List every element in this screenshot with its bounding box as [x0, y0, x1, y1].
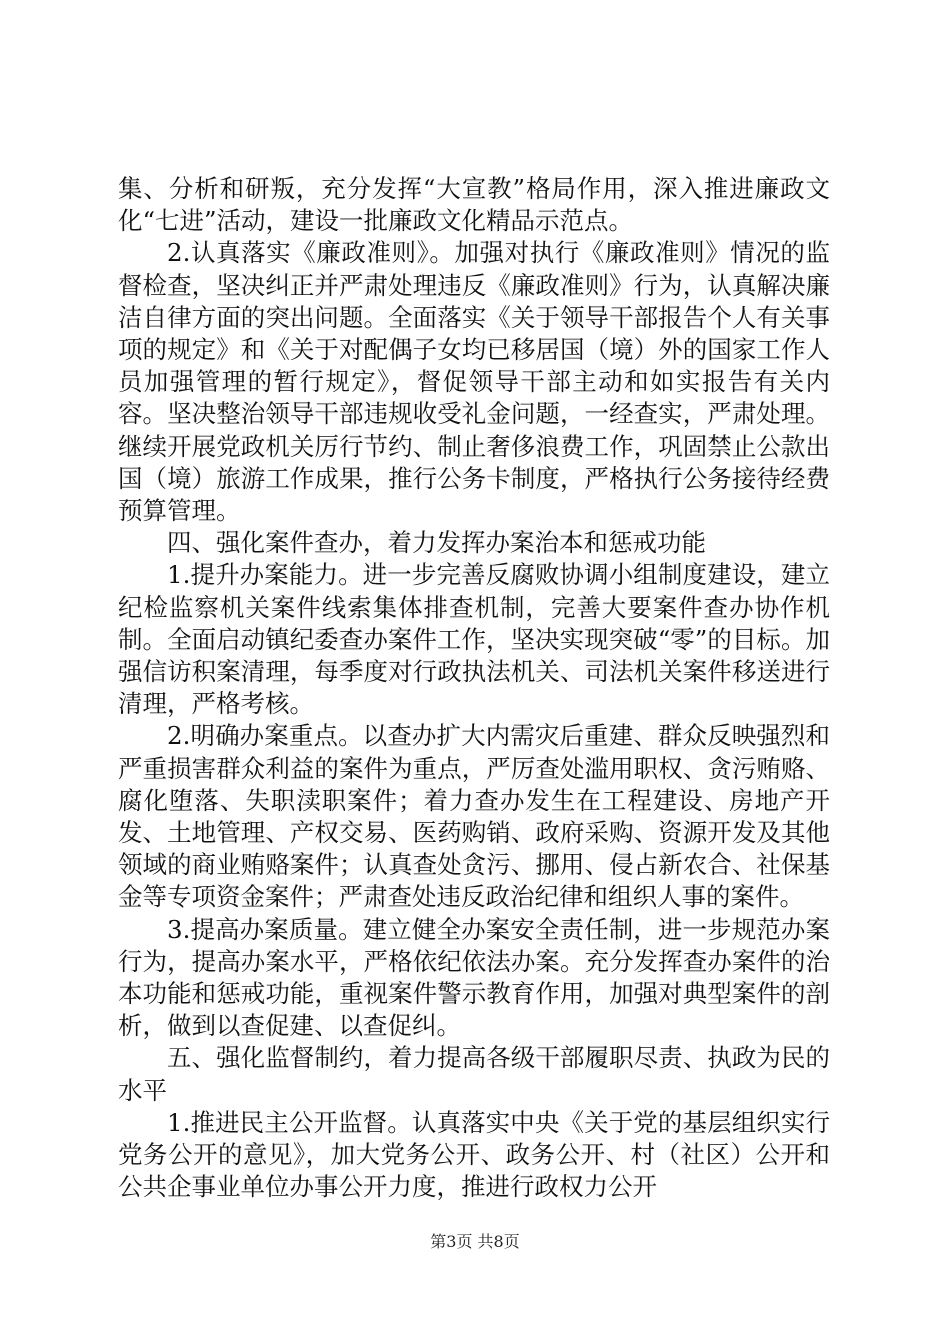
paragraph-5-1: 1.推进民主公开监督。认真落实中央《关于党的基层组织实行党务公开的意见》，加大党务公开、政务公开、村（社区）公开和公共企事业单位办事公开力度，推进行政权力公开 — [118, 1107, 830, 1202]
paragraph-4-3: 3.提高办案质量。建立健全办案安全责任制，进一步规范办案行为，提高办案水平，严格依纪依法办案。充分发挥查办案件的治本功能和惩戒功能，重视案件警示教育作用，加强对典型案件的剖析，做到以查促建、以查促纠。 — [118, 914, 830, 1041]
page-number-footer: 第3页 共8页 — [430, 1232, 520, 1251]
paragraph-2: 2.认真落实《廉政准则》。加强对执行《廉政准则》情况的监督检查，坚决纠正并严肃处理违反《廉政准则》行为，认真解决廉洁自律方面的突出问题。全面落实《关于领导干部报告个人有关事项的规定》和《关于对配偶子女均已移居国（境）外的国家工作人员加强管理的暂行规定》，督促领导干部主动和如实报告有关内容。坚决整治领导干部违规收受礼金问题，一经查实，严肃处理。继续开展党政机关厉行节约、制止奢侈浪费工作，巩固禁止公款出国（境）旅游工作成果，推行公务卡制度，严格执行公务接待经费预算管理。 — [118, 238, 830, 526]
section-heading-5: 五、强化监督制约，着力提高各级干部履职尽责、执政为民的水平 — [118, 1043, 830, 1105]
paragraph-1: 集、分析和研叛，充分发挥“大宣教”格局作用，深入推进廉政文化“七进”活动，建设一批廉政文化精品示范点。 — [118, 174, 830, 236]
paragraph-4-1: 1.提升办案能力。进一步完善反腐败协调小组制度建设，建立纪检监察机关案件线索集体排查机制，完善大要案件查办协作机制。全面启动镇纪委查办案件工作，坚决实现突破“零”的目标。加强信访积案清理，每季度对行政执法机关、司法机关案件移送进行清理，严格考核。 — [118, 560, 830, 719]
paragraph-4-2: 2.明确办案重点。以查办扩大内需灾后重建、群众反映强烈和严重损害群众利益的案件为重点，严厉查处滥用职权、贪污贿赂、腐化堕落、失职渎职案件；着力查办发生在工程建设、房地产开发、土地管理、产权交易、医药购销、政府采购、资源开发及其他领域的商业贿赂案件；认真查处贪污、挪用、侵占新农合、社保基金等专项资金案件；严肃查处违反政治纪律和组织人事的案件。 — [118, 721, 830, 912]
section-heading-4: 四、强化案件查办，着力发挥办案治本和惩戒功能 — [167, 528, 706, 558]
document-body — [118, 173, 830, 1204]
